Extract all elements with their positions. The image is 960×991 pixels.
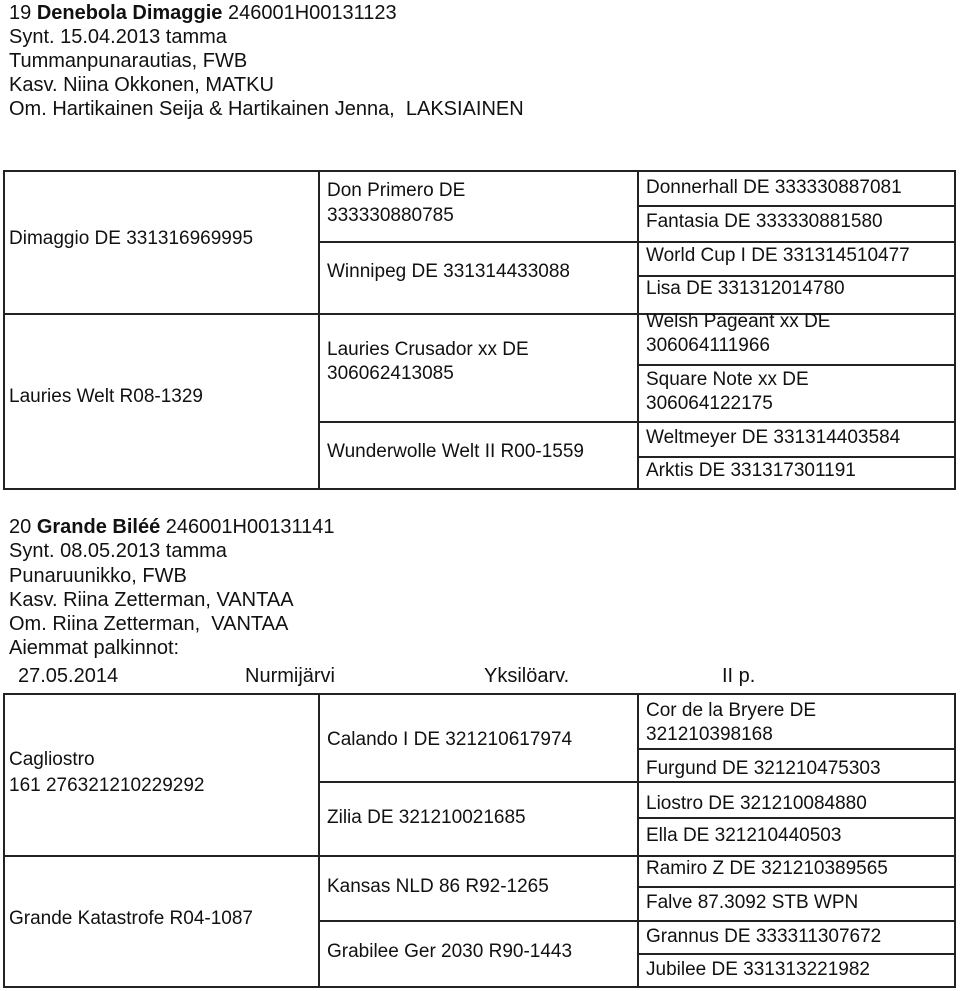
entry-20-breeder: Kasv. Riina Zetterman, VANTAA [9, 589, 294, 611]
dam-sire: Kansas NLD 86 R92-1265 [327, 876, 549, 897]
entry-19-name: Denebola Dimaggie [36, 2, 223, 24]
sire-sire: Calando I DE 321210617974 [327, 729, 573, 750]
pedigree-divider [637, 275, 956, 277]
award-result: II p. [722, 665, 756, 687]
pedigree-divider [637, 364, 956, 366]
entry-20-number: 20 [9, 516, 32, 538]
entry-20-title-line [9, 517, 334, 537]
entry-19-title-line [9, 3, 397, 23]
pedigree-divider [318, 421, 956, 423]
pedigree-divider [637, 748, 956, 750]
grandparent-5-line2: 306064111966 [646, 335, 770, 356]
grandparent-2: Furgund DE 321210475303 [646, 758, 881, 779]
pedigree-divider [318, 920, 956, 922]
grandparent-2: Fantasia DE 333330881580 [646, 211, 883, 232]
pedigree-divider [637, 953, 956, 955]
pedigree-divider [318, 170, 320, 490]
dam-sire-line1: Lauries Crusador xx DE [327, 339, 529, 360]
pedigree-divider [318, 241, 956, 243]
grandparent-5: Ramiro Z DE 321210389565 [646, 858, 888, 879]
grandparent-4: Lisa DE 331312014780 [646, 278, 845, 299]
grandparent-8: Arktis DE 331317301191 [646, 460, 856, 481]
sire: Dimaggio DE 331316969995 [9, 228, 254, 249]
pedigree-divider [3, 855, 956, 857]
entry-20-born: Synt. 08.05.2013 tamma [9, 540, 227, 562]
pedigree-divider [637, 456, 956, 458]
sire-line1: Cagliostro [9, 749, 95, 770]
grandparent-3: Liostro DE 321210084880 [646, 793, 867, 814]
grandparent-3: World Cup I DE 331314510477 [646, 245, 910, 266]
entry-19-born: Synt. 15.04.2013 tamma [9, 26, 227, 48]
grandparent-4: Ella DE 321210440503 [646, 825, 842, 846]
dam: Lauries Welt R08-1329 [9, 386, 203, 407]
grandparent-1-line1: Cor de la Bryere DE [646, 700, 817, 721]
grandparent-6: Falve 87.3092 STB WPN [646, 892, 859, 913]
entry-20-name: Grande Biléé [36, 516, 161, 538]
award-place: Nurmijärvi [245, 665, 335, 687]
dam-dam: Wunderwolle Welt II R00-1559 [327, 441, 584, 462]
pedigree-divider [637, 170, 639, 490]
sire-sire-line2: 333330880785 [327, 205, 454, 226]
entry-19-number: 19 [9, 2, 32, 24]
entry-19-owner: Om. Hartikainen Seija & Hartikainen Jenna, LAKSIAINEN [9, 98, 524, 120]
dam: Grande Katastrofe R04-1087 [9, 908, 253, 929]
grandparent-1: Donnerhall DE 333330887081 [646, 177, 902, 198]
grandparent-5-line1: Welsh Pageant xx DE [646, 311, 831, 332]
entry-20-color: Punaruunikko, FWB [9, 565, 187, 587]
dam-dam: Grabilee Ger 2030 R90-1443 [327, 941, 573, 962]
awards-label: Aiemmat palkinnot: [9, 637, 180, 659]
grandparent-7: Weltmeyer DE 331314403584 [646, 427, 901, 448]
sire-dam: Zilia DE 321210021685 [327, 807, 526, 828]
entry-19-color: Tummanpunarautias, FWB [9, 50, 248, 72]
grandparent-6-line1: Square Note xx DE [646, 369, 809, 390]
pedigree-divider [318, 781, 956, 783]
sire-sire-line1: Don Primero DE [327, 180, 466, 201]
grandparent-8: Jubilee DE 331313221982 [646, 959, 870, 980]
pedigree-divider [637, 817, 956, 819]
pedigree-divider [637, 205, 956, 207]
dam-sire-line2: 306062413085 [327, 363, 454, 384]
grandparent-1-line2: 321210398168 [646, 724, 773, 745]
entry-20-reg: 246001H00131141 [165, 516, 335, 538]
pedigree-divider [637, 886, 956, 888]
award-class: Yksilöarv. [484, 665, 570, 687]
pedigree-divider [637, 693, 639, 988]
pedigree-divider [318, 693, 320, 988]
sire-line2: 161 276321210229292 [9, 775, 205, 796]
entry-19-breeder: Kasv. Niina Okkonen, MATKU [9, 74, 274, 96]
grandparent-6-line2: 306064122175 [646, 393, 773, 414]
entry-19-reg: 246001H00131123 [227, 2, 397, 24]
entry-20-owner: Om. Riina Zetterman, VANTAA [9, 613, 289, 635]
sire-dam: Winnipeg DE 331314433088 [327, 261, 570, 282]
award-date: 27.05.2014 [18, 665, 119, 687]
grandparent-7: Grannus DE 333311307672 [646, 926, 882, 947]
